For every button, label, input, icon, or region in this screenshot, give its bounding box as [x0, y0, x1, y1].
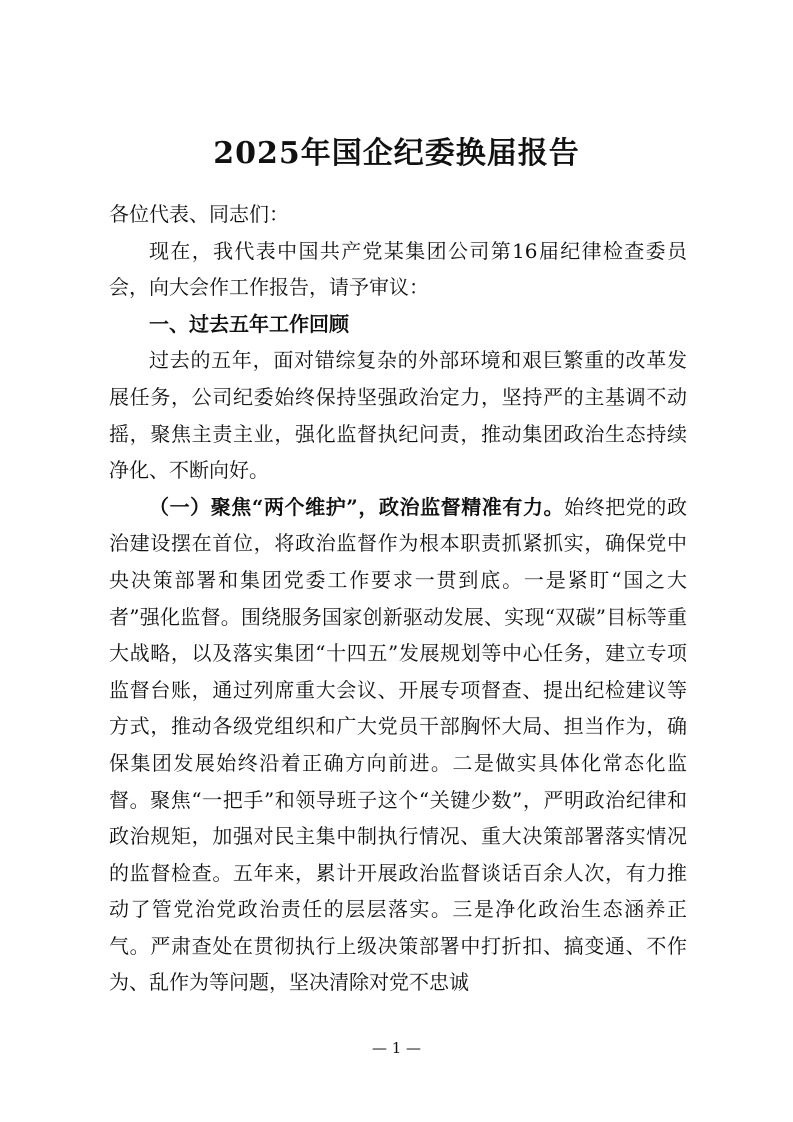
- salutation: 各位代表、同志们：: [109, 202, 289, 226]
- subsection-paragraph: [109, 489, 687, 1001]
- subsection-heading: （一）聚焦“两个维护”，政治监督精准有力。: [149, 494, 565, 519]
- page-number: — 1 —: [371, 1039, 422, 1057]
- subsection-body: 始终把党的政治建设摆在首位，将政治监督作为根本职责抓紧抓实，确保党中央决策部署和集团党委工作要求一贯到底。一是紧盯“国之大者”强化监督。围绕服务国家创新驱动发展、实现“双碳”目标等重大战略，以及落实集团“十四五”发展规划等中心任务，建立专项监督台账，通过列席重大会议、开展专项督查、提出纪检建议等方式，推动各级党组织和广大党员干部胸怀大局、担当作为，确保集团发展始终沿着正确方向前进。二是做实具体化常态化监督。聚焦“一把手”和领导班子这个“关键少数”，严明政治纪律和政治规矩，加强对民主集中制执行情况、重大决策部署落实情况的监督检查。五年来，累计开展政治监督谈话百余人次，有力推动了管党治党政治责任的层层落实。三是净化政治生态涵养正气。严肃查处在贯彻执行上级决策部署中打折扣、搞变通、不作为、乱作为等问题，坚决清除对党不忠诚: [109, 494, 688, 995]
- intro-paragraph: 现在，我代表中国共产党某集团公司第16届纪律检查委员会，向大会作工作报告，请予审议：: [109, 238, 687, 300]
- document-title: 2025年国企纪委换届报告: [213, 136, 580, 172]
- overview-paragraph: 过去的五年，面对错综复杂的外部环境和艰巨繁重的改革发展任务，公司纪委始终保持坚强政治定力，坚持严的主基调不动摇，聚焦主责主业，强化监督执纪问责，推动集团政治生态持续净化、不断向好。: [109, 348, 687, 483]
- section-heading: 一、过去五年工作回顾: [149, 311, 349, 336]
- document-body: [109, 196, 687, 1001]
